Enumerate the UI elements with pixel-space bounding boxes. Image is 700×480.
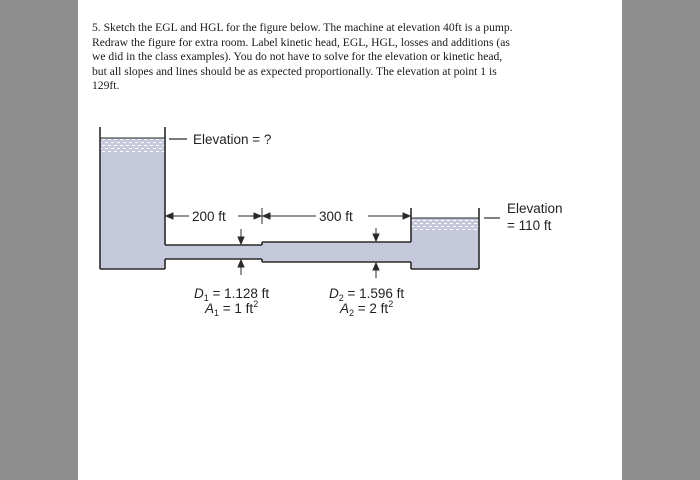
problem-line-2: Redraw the figure for extra room. Label kinetic head, EGL, HGL, losses and additions (as [92, 35, 510, 49]
left-reservoir-surface [100, 139, 165, 152]
pipe2-length-label: 300 ft [319, 209, 353, 224]
problem-line-4: but all slopes and lines should be as expected proportionally. The elevation at point 1 is [92, 64, 497, 78]
pipe2-diameter-label: $D_2 = 1.596$ ft [329, 286, 405, 303]
problem-line-1: 5. Sketch the EGL and HGL for the figure below. The machine at elevation 40ft is a pump. [92, 21, 513, 34]
problem-line-5: 129ft. [92, 79, 120, 93]
fluid-body [100, 138, 479, 269]
right-elevation-label-2: = 110 ft [507, 218, 552, 233]
left-elevation-label: Elevation = ? [193, 132, 272, 147]
pipe1-diameter-label: $D_1 = 1.128$ ft [194, 286, 270, 303]
pipe1-area-label: $A_1 = 1$ $ft^2$ [205, 299, 259, 318]
right-reservoir-surface [411, 218, 479, 232]
pipe2-area-label: $A_2 = 2$ $ft^2$ [340, 299, 394, 318]
pipe1-length-label: 200 ft [192, 209, 226, 224]
right-elevation-label-1: Elevation [507, 201, 563, 216]
problem-line-3: we did in the class examples). You do not have to solve for the elevation or kinetic head, [92, 50, 503, 64]
